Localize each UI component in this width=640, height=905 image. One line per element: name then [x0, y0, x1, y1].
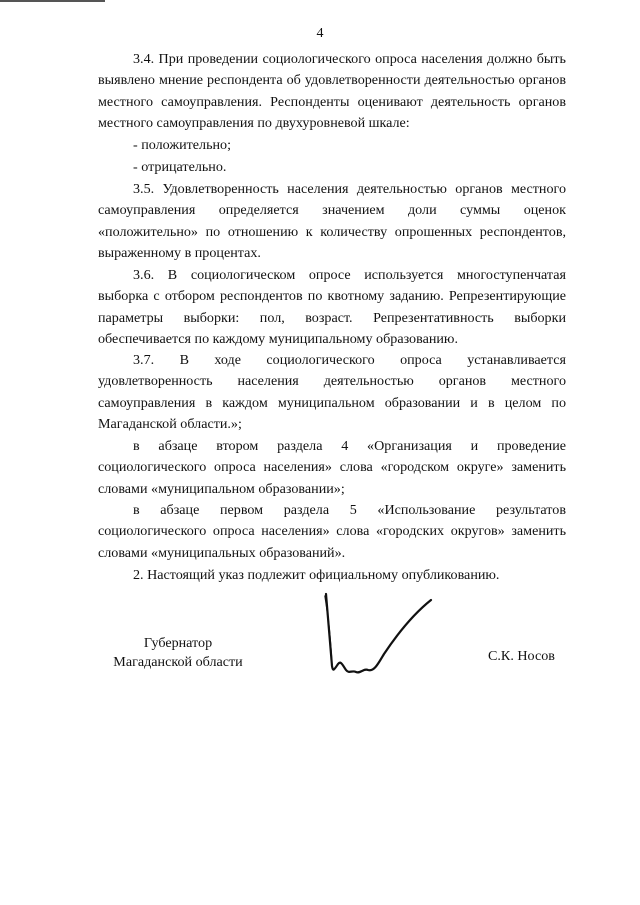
paragraph-amendment-section-4: в абзаце втором раздела 4 «Организация и проведение социологического опроса населения» слова «городском округе» заменить словами «муниципальном образовании»;: [98, 438, 566, 497]
signatory-title: [98, 634, 258, 672]
signatory-name: С.К. Носов: [488, 648, 555, 664]
paragraph-2-publication: 2. Настоящий указ подлежит официальному опубликованию.: [133, 567, 500, 583]
list-item-positive: - положительно;: [133, 137, 232, 153]
paragraph-3-7: 3.7. В ходе социологического опроса устанавливается удовлетворенность населения деятельностью органов местного самоуправления в каждом муниципальном образовании и в целом по Магаданской области.»;: [98, 352, 566, 433]
handwritten-signature: [316, 586, 446, 696]
paragraph-amendment-section-5: в абзаце первом раздела 5 «Использование результатов социологического опроса населения» слова «городских округов» заменить словами «муниципальных образований».: [98, 502, 566, 561]
paragraph-3-5: 3.5. Удовлетворенность населения деятельностью органов местного самоуправления определяется значением доли суммы оценок «положительно» по отношению к количеству опрошенных респондентов, выраженному в процентах.: [98, 181, 566, 262]
list-item-negative: - отрицательно.: [133, 159, 227, 175]
signatory-title-line1: Губернатор: [143, 635, 213, 651]
page-number: 4: [316, 26, 324, 41]
paragraph-3-6: 3.6. В социологическом опросе используется многоступенчатая выборка с отбором респондентов по квотному заданию. Репрезентирующие параметры выборки: пол, возраст. Репрезентативность выборки обеспечивается по каждому муниципальному образованию.: [98, 267, 566, 348]
paragraph-3-4: 3.4. При проведении социологического опроса населения должно быть выявлено мнение респондента об удовлетворенности деятельностью органов местного самоуправления. Респонденты оценивают деятельность органов местного самоуправления по двухуровневой шкале:: [98, 51, 566, 132]
signatory-title-line2: Магаданской области: [113, 654, 243, 670]
top-rule: [0, 0, 105, 2]
